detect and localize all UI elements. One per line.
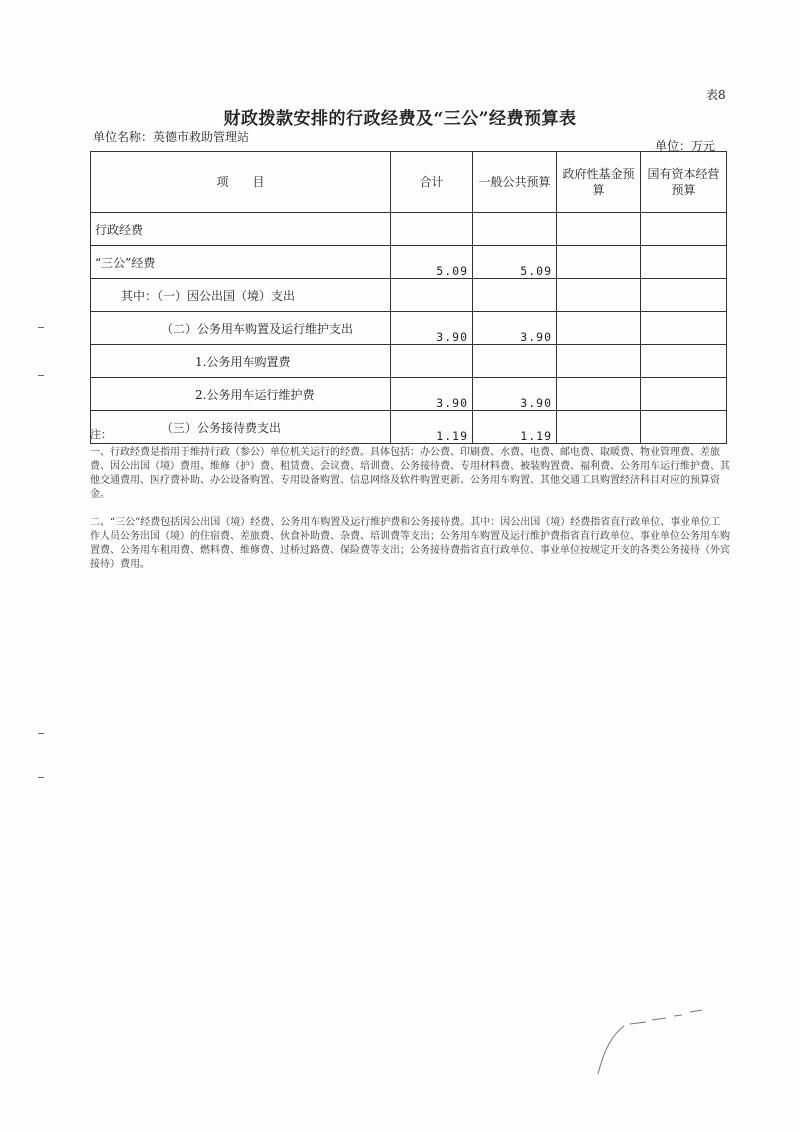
cell-capital-budget bbox=[641, 279, 727, 312]
cell-total: 3.90 bbox=[391, 378, 473, 411]
cell-general-budget: 3.90 bbox=[473, 378, 557, 411]
scan-mark bbox=[38, 375, 44, 376]
table-row bbox=[91, 246, 727, 279]
scan-mark bbox=[38, 327, 44, 328]
table-header-row bbox=[91, 152, 727, 213]
cell-general-budget: 3.90 bbox=[473, 312, 557, 345]
page-title: 财政拨款安排的行政经费及“三公”经费预算表 bbox=[223, 109, 577, 129]
cell-general-budget: 1.19 bbox=[473, 411, 557, 444]
cell-total bbox=[391, 279, 473, 312]
cell-capital-budget bbox=[641, 378, 727, 411]
cell-capital-budget bbox=[641, 312, 727, 345]
cell-fund-budget bbox=[557, 378, 641, 411]
cell-general-budget bbox=[473, 345, 557, 378]
col-header-item: 项 目 bbox=[91, 152, 391, 213]
cell-fund-budget bbox=[557, 345, 641, 378]
row-label: “三公”经费 bbox=[91, 246, 391, 279]
notes-heading: 注： bbox=[90, 428, 112, 441]
unit-name: 单位名称：英德市救助管理站 bbox=[93, 130, 250, 144]
cell-general-budget: 5.09 bbox=[473, 246, 557, 279]
cell-total bbox=[391, 213, 473, 246]
cell-general-budget bbox=[473, 279, 557, 312]
cell-fund-budget bbox=[557, 279, 641, 312]
budget-table bbox=[90, 151, 727, 444]
table-row bbox=[91, 279, 727, 312]
cell-total: 5.09 bbox=[391, 246, 473, 279]
table-row bbox=[91, 312, 727, 345]
row-label: 1.公务用车购置费 bbox=[91, 345, 391, 378]
cell-total: 1.19 bbox=[391, 411, 473, 444]
table-number: 表8 bbox=[706, 88, 726, 102]
col-header-total: 合计 bbox=[391, 152, 473, 213]
cell-general-budget bbox=[473, 213, 557, 246]
col-header-general-budget: 一般公共预算 bbox=[473, 152, 557, 213]
table-row bbox=[91, 378, 727, 411]
cell-fund-budget bbox=[557, 312, 641, 345]
cell-fund-budget bbox=[557, 246, 641, 279]
note-three-public-expenses: 二、“三公”经费包括因公出国（境）经费、公务用车购置及运行维护费和公务接待费。其中：因公出国（境）经费指省直行政单位、事业单位工作人员公务出国（境）的住宿费、差旅费、伙食补助费、杂费、培训费等支出；公务用车购置及运行维护费指省直行政单位、事业单位公务用车购置费、公务用车租用费、燃料费、维修费、过桥过路费、保险费等支出；公务接待费指省直行政单位、事业单位按规定开支的各类公务接待（外宾接待）费用。 bbox=[90, 517, 730, 570]
col-header-fund-budget: 政府性基金预算 bbox=[557, 152, 641, 213]
signature-scribble bbox=[590, 1000, 730, 1080]
currency-unit: 单位：万元 bbox=[655, 139, 716, 153]
row-label: （三）公务接待费支出 bbox=[91, 411, 391, 444]
row-label: 行政经费 bbox=[91, 213, 391, 246]
table-row bbox=[91, 213, 727, 246]
row-label: 2.公务用车运行维护费 bbox=[91, 378, 391, 411]
col-header-capital-budget: 国有资本经营预算 bbox=[641, 152, 727, 213]
note-admin-expenses: 一、行政经费是指用于维持行政（参公）单位机关运行的经费。具体包括：办公费、印刷费、水费、电费、邮电费、取暖费、物业管理费、差旅费、因公出国（境）费用、维修（护）费、租赁费、会议费、培训费、公务接待费、专用材料费、被装购置费、福利费、公务用车运行维护费、其他交通费用、医疗费补助、办公设备购置、专用设备购置、信息网络及软件购置更新、公务用车购置、其他交通工具购置经济科目对应的预算资金。 bbox=[90, 447, 730, 500]
row-label: 其中：（一）因公出国（境）支出 bbox=[91, 279, 391, 312]
cell-capital-budget bbox=[641, 213, 727, 246]
cell-capital-budget bbox=[641, 246, 727, 279]
cell-total: 3.90 bbox=[391, 312, 473, 345]
cell-capital-budget bbox=[641, 345, 727, 378]
row-label: （二）公务用车购置及运行维护支出 bbox=[91, 312, 391, 345]
notes-section bbox=[90, 428, 730, 586]
cell-total bbox=[391, 345, 473, 378]
scan-mark bbox=[38, 777, 44, 778]
cell-fund-budget bbox=[557, 213, 641, 246]
table-row bbox=[91, 345, 727, 378]
scan-mark bbox=[38, 733, 44, 734]
